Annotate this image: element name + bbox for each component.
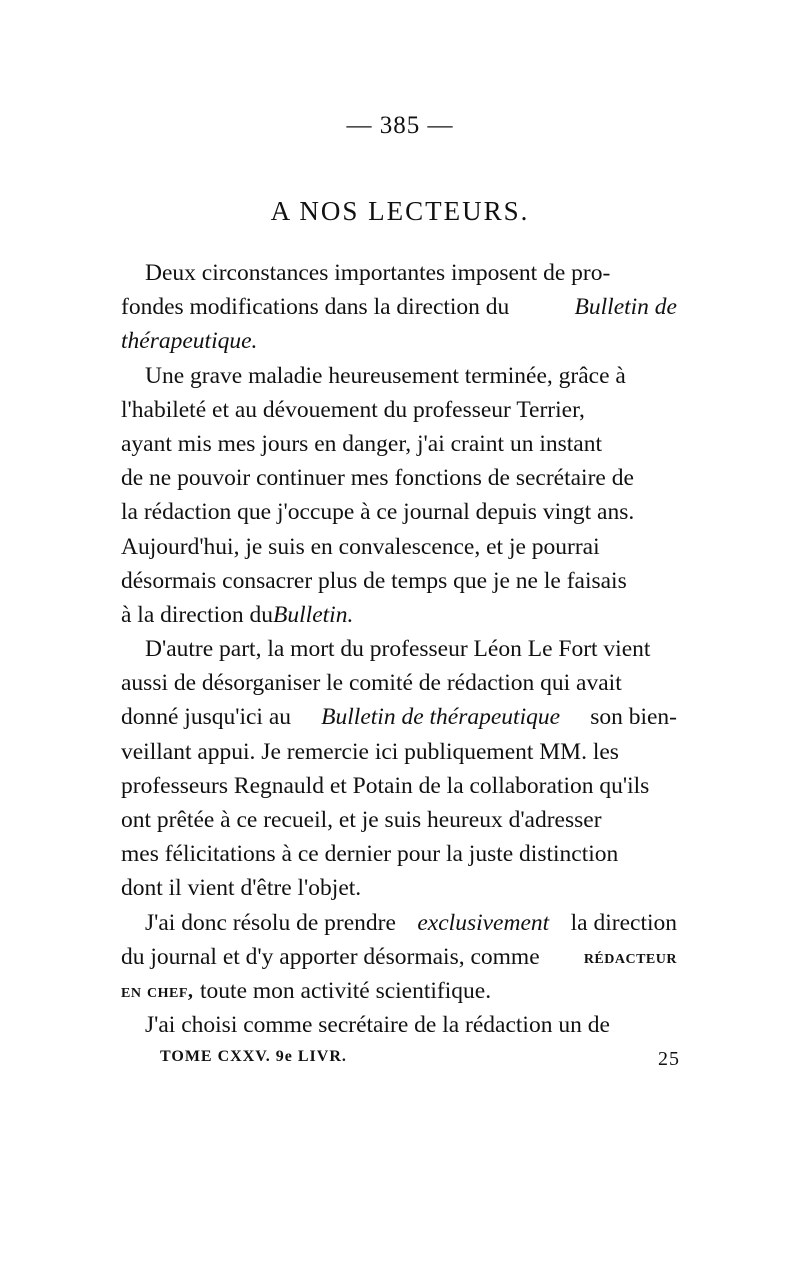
text-line [121,974,677,1008]
text-line [121,1008,677,1042]
text-line [121,393,677,427]
text-line [121,324,677,358]
text-run: la rédaction que j'occupe à ce journal depuis vingt ans. [121,499,635,526]
text-line [121,735,677,769]
text-line [121,598,677,632]
text-line [121,700,677,734]
text-run: désormais consacrer plus de temps que je ne le faisais [121,567,627,594]
text-line [121,871,677,905]
article-title: A NOS LECTEURS. [270,196,530,226]
text-line [121,906,677,940]
text-line [121,769,677,803]
text-run: son bien- [590,704,677,731]
text-run: donné jusqu'ici au [121,704,292,731]
text-run: de ne pouvoir continuer mes fonctions de secrétaire de [121,465,634,492]
text-line [121,837,677,871]
text-line [121,427,677,461]
text-run: à la direction du [121,601,274,628]
text-run: D'autre part, la mort du professeur Léon Le Fort vient [145,636,651,663]
text-run: la direction [570,909,677,936]
text-run: mes félicitations à ce dernier pour la juste distinction [121,841,619,868]
text-run: toute mon activité scientifique. [200,977,492,1004]
journal-name: Bulletin de thérapeutique [321,704,561,731]
text-run: ont prêtée à ce recueil, et je suis heureux d'adresser [121,807,602,833]
text-run: dont il vient d'être l'objet. [121,875,362,902]
page-number: — 385 — [346,112,454,139]
text-run: J'ai donc résolu de prendre [145,909,396,936]
text-line [121,461,677,495]
volume-info: TOME CXXV. 9e LIVR. [160,1048,347,1065]
page-footer [160,1048,680,1071]
text-run: fondes modifications dans la direction du [121,294,510,321]
small-caps-title: rédacteur [583,945,677,968]
text-run: veillant appui. Je remercie ici publiquement MM. les [121,738,619,765]
journal-name: Bulletin de [574,294,677,321]
text-run: Une grave maladie heureusement terminée, grâce à [145,362,626,389]
journal-name: Bulletin. [273,601,354,628]
emphasis: exclusivement [417,909,550,936]
text-run: Aujourd'hui, je suis en convalescence, et je pourrai [121,533,600,560]
text-line [121,530,677,564]
small-caps-title: en chef, [121,979,194,1002]
text-run: Deux circonstances importantes imposent de pro- [145,260,611,286]
text-run: J'ai choisi comme secrétaire de la rédaction un de [145,1012,610,1039]
text-line [121,495,677,529]
text-line [121,290,677,324]
text-line [121,940,677,974]
text-run: professeurs Regnauld et Potain de la collaboration qu'ils [121,772,650,799]
text-run: ayant mis mes jours en danger, j'ai craint un instant [121,430,603,457]
journal-name: thérapeutique. [121,328,258,355]
signature-number: 25 [658,1048,680,1070]
text-line [121,256,677,290]
text-run: du journal et d'y apporter désormais, comme [121,943,540,970]
text-line [121,359,677,393]
text-line [121,632,677,666]
text-line [121,564,677,598]
text-run: aussi de désorganiser le comité de rédaction qui avait [121,670,622,697]
article-body [121,256,677,1042]
text-line [121,666,677,700]
text-run: l'habileté et au dévouement du professeur Terrier, [121,396,585,423]
text-line [121,803,677,837]
